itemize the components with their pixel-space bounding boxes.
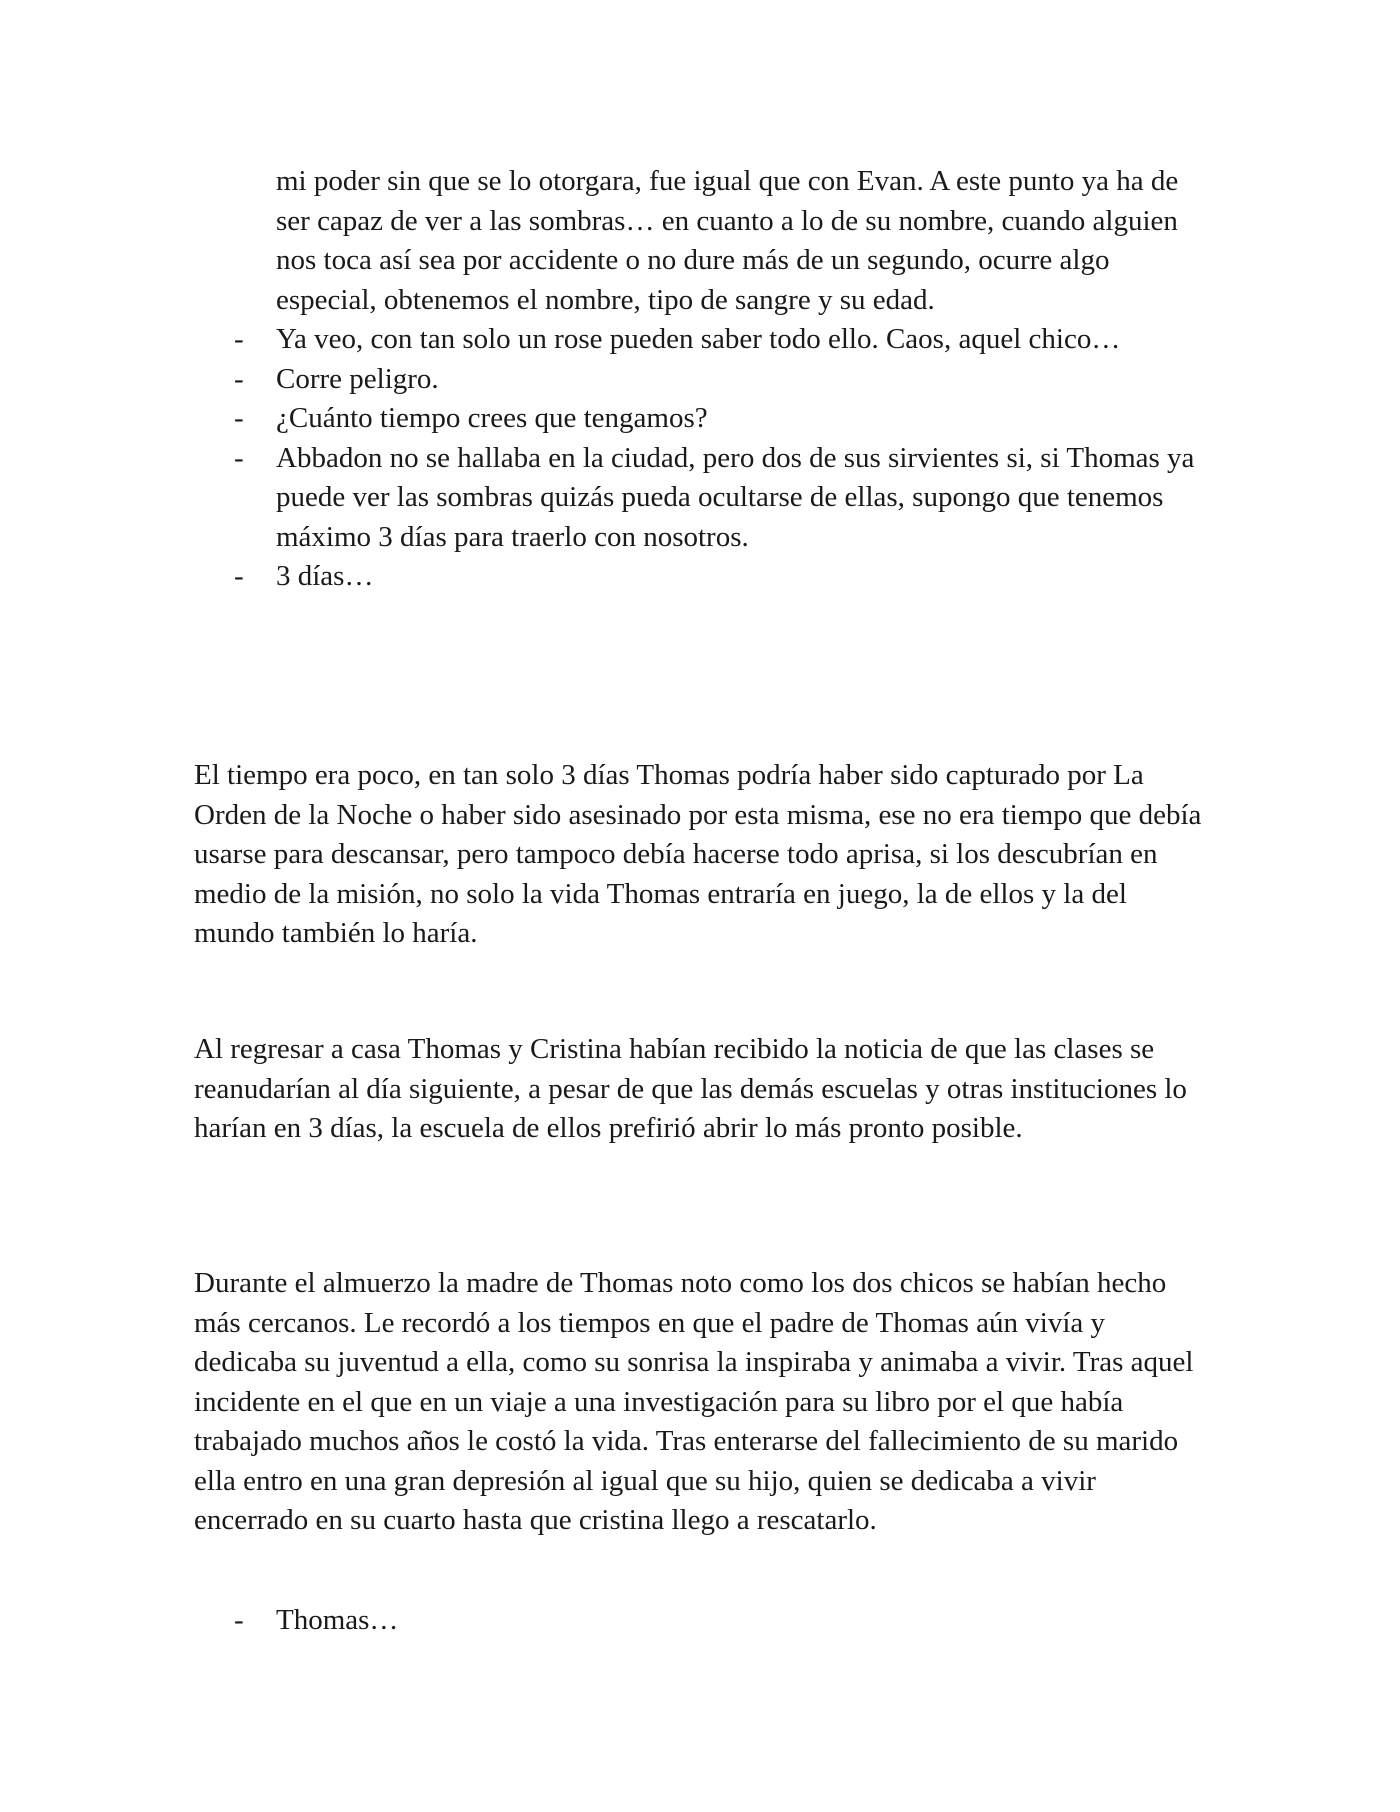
dialogue-dash: - <box>234 560 244 592</box>
dialogue-continuation: mi poder sin que se lo otorgara, fue igual que con Evan. A este punto ya ha de ser capaz de ver a las sombras… en cuanto a lo de su nombre, cuando alguien nos toca así sea por accidente o no dure más de un segundo, ocurre algo especial, obtenemos el nombre, tipo de sangre y su edad. <box>276 165 1179 316</box>
dialogue-dash: - <box>234 362 244 395</box>
dialogue-text: Corre peligro. <box>276 362 439 395</box>
dialogue-dash: - <box>234 1604 244 1636</box>
dialogue-dash: - <box>234 323 244 355</box>
dialogue-text: Thomas… <box>276 1604 399 1636</box>
dialogue-text: ¿Cuánto tiempo crees que tengamos? <box>276 402 708 434</box>
narrative-paragraph: Al regresar a casa Thomas y Cristina habían recibido la noticia de que las clases se reanudarían al día siguiente, a pesar de que las demás escuelas y otras instituciones lo harían en 3 días, la escuela de ellos prefirió abrir lo más pronto posible. <box>194 1033 1187 1144</box>
dialogue-text: 3 días… <box>276 560 374 592</box>
dialogue-line <box>194 360 1204 400</box>
dialogue-text: Ya veo, con tan solo un rose pueden saber todo ello. Caos, aquel chico… <box>276 323 1121 355</box>
narrative-paragraph: El tiempo era poco, en tan solo 3 días Thomas podría haber sido capturado por La Orden de la Noche o haber sido asesinado por esta misma, ese no era tiempo que debía usarse para descansar, pero tampoco debía hacerse todo aprisa, si los descubrían en medio de la misión, no solo la vida Thomas entraría en juego, la de ellos y la del mundo también lo haría. <box>194 759 1202 949</box>
dialogue-dash: - <box>234 402 244 434</box>
dialogue-line <box>194 439 1204 558</box>
dialogue-block-bottom <box>194 1601 1204 1641</box>
dialogue-line <box>194 320 1204 360</box>
dialogue-line <box>194 1601 1204 1641</box>
dialogue-line <box>194 557 1204 597</box>
narrative-paragraph: Durante el almuerzo la madre de Thomas noto como los dos chicos se habían hecho más cercanos. Le recordó a los tiempos en que el padre de Thomas aún vivía y dedicaba su juventud a ella, como su sonrisa la inspiraba y animaba a vivir. Tras aquel incidente en el que en un viaje a una investigación para su libro por el que había trabajado muchos años le costó la vida. Tras enterarse del fallecimiento de su marido ella entro en una gran depresión al igual que su hijo, quien se dedicaba a vivir encerrado en su cuarto hasta que cristina llego a rescatarlo. <box>194 1267 1194 1536</box>
dialogue-dash: - <box>234 441 244 474</box>
dialogue-block-top <box>194 162 1204 597</box>
dialogue-line <box>194 399 1204 439</box>
dialogue-text: Abbadon no se hallaba en la ciudad, pero dos de sus sirvientes si, si Thomas ya puede ver las sombras quizás pueda ocultarse de ellas, supongo que tenemos máximo 3 días para traerlo con nosotros. <box>276 441 1195 553</box>
